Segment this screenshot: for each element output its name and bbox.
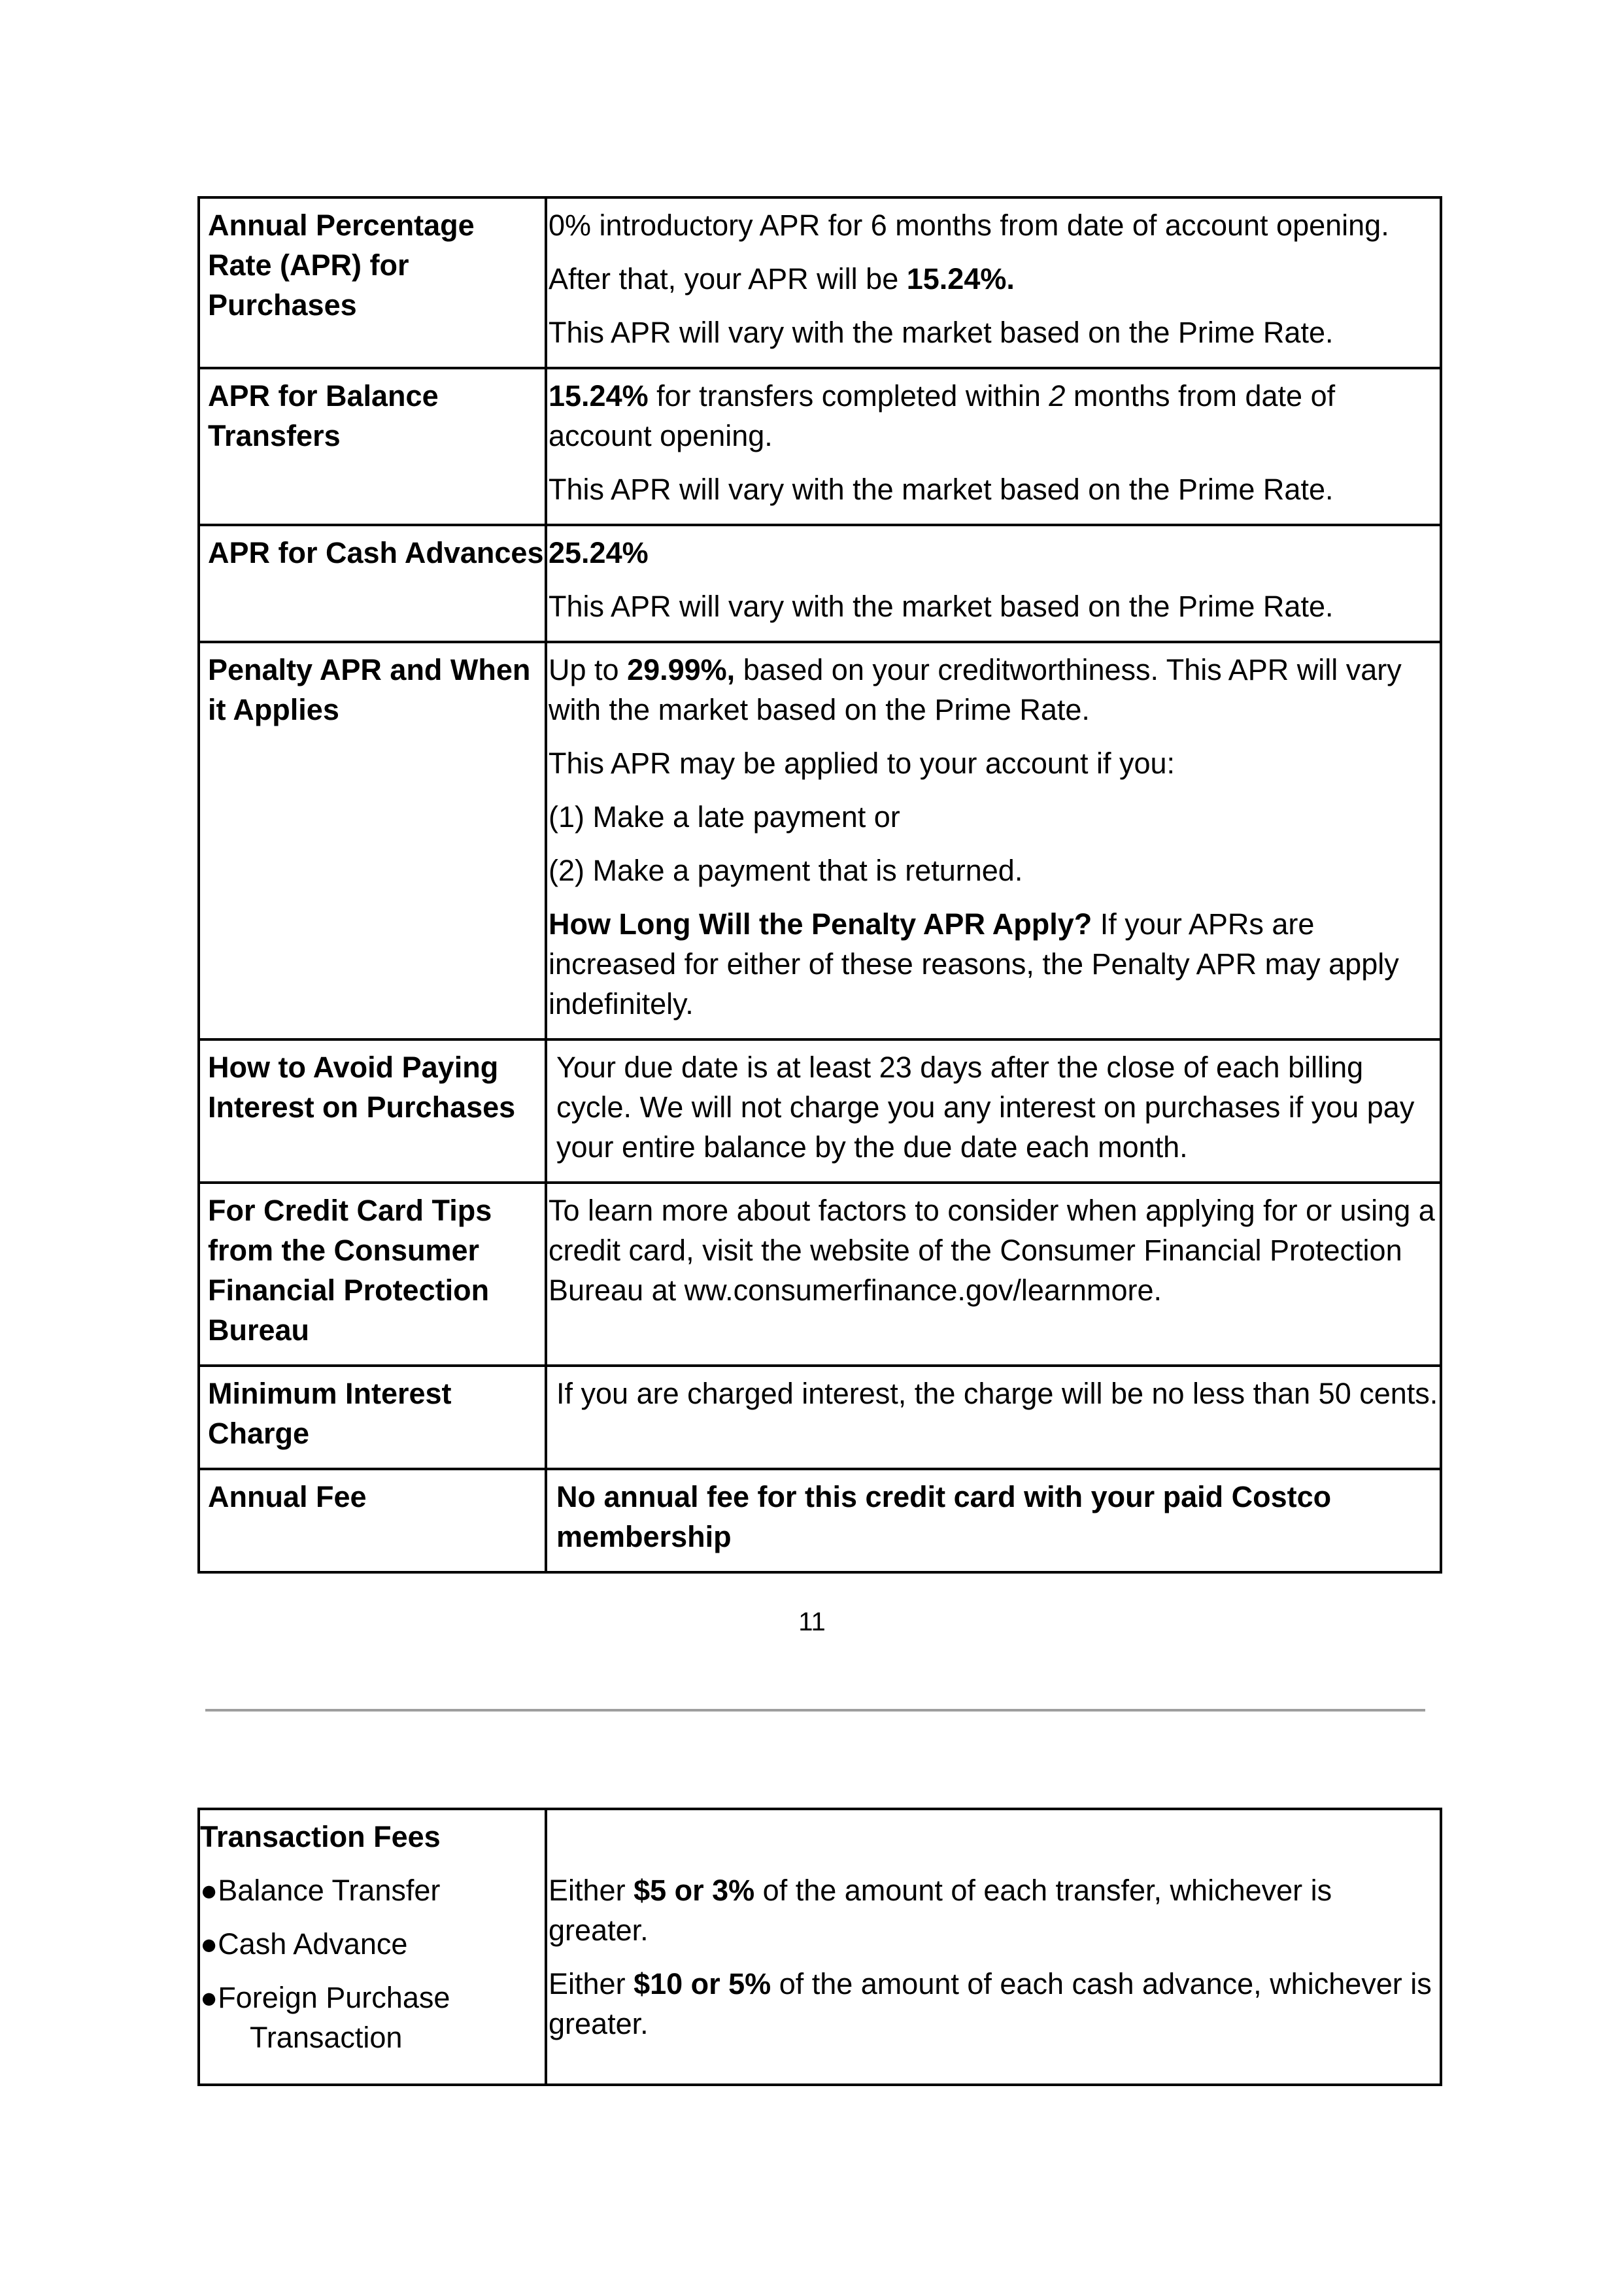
paragraph: [549, 650, 1440, 730]
paragraph: [549, 259, 1440, 299]
bold-fee: $5 or 3%: [634, 1874, 755, 1907]
page-separator: [205, 1709, 1425, 1712]
text: months from date of account opening.: [549, 379, 1336, 452]
text: of the amount of each transfer, whichever is greater.: [549, 1874, 1332, 1947]
table-row: [199, 1183, 1441, 1366]
item-label: Balance Transfer: [218, 1874, 441, 1907]
list-item: [200, 1870, 545, 1910]
row-value: [546, 1809, 1441, 2085]
bold-fee: $10 or 5%: [634, 1967, 771, 2000]
paragraph: [556, 1477, 1440, 1557]
paragraph: [549, 904, 1440, 1024]
row-label: Annual Fee: [199, 1469, 546, 1572]
paragraph: To learn more about factors to consider when applying for or using a credit card, visit the website of the Consumer Financial Protection Bureau at ww.consumerfinance.gov/learnmore.: [549, 1194, 1435, 1307]
bullet-icon: ●: [200, 1981, 218, 2014]
row-label: Annual Percentage Rate (APR) for Purchases: [199, 197, 546, 368]
paragraph: [549, 533, 1440, 573]
section-heading: Transaction Fees: [200, 1820, 441, 1853]
table-row: [199, 1366, 1441, 1469]
page-number: 11: [798, 1608, 826, 1636]
text: If your APRs are increased for either of these reasons, the Penalty APR may apply indefinitely.: [549, 907, 1399, 1020]
bold-rate: 15.24%.: [906, 262, 1015, 295]
row-label: Penalty APR and When it Applies: [199, 642, 546, 1039]
paragraph: [549, 1870, 1440, 1950]
paragraph: This APR will vary with the market based on the Prime Rate.: [549, 590, 1334, 623]
bold-rate: 15.24%: [549, 379, 649, 413]
bold-rate: 29.99%,: [627, 653, 736, 686]
paragraph: [549, 376, 1440, 456]
transaction-fees-table: [197, 1808, 1442, 2086]
paragraph: This APR will vary with the market based on the Prime Rate.: [549, 316, 1334, 349]
table-row: [199, 368, 1441, 525]
row-value: [546, 368, 1441, 525]
text: Up to: [549, 653, 628, 686]
row-label: APR for Balance Transfers: [199, 368, 546, 525]
italic-number: 2: [1049, 379, 1066, 413]
row-label: APR for Cash Advances: [199, 525, 546, 642]
rates-table: [197, 196, 1442, 1574]
paragraph: [549, 1964, 1440, 2044]
table-row: [199, 197, 1441, 368]
list-item: [200, 1924, 545, 1964]
paragraph: This APR may be applied to your account if you:: [549, 747, 1176, 780]
text: based on your creditworthiness. This APR will vary with the market based on the Prime Rate.: [549, 653, 1402, 726]
table-row: [199, 525, 1441, 642]
paragraph: (1) Make a late payment or: [549, 800, 900, 834]
bold-question: How Long Will the Penalty APR Apply?: [549, 907, 1092, 941]
paragraph: 0% introductory APR for 6 months from date of account opening.: [549, 209, 1389, 242]
row-value: [546, 1183, 1441, 1366]
text: for transfers completed within: [648, 379, 1049, 413]
row-label: For Credit Card Tips from the Consumer Financial Protection Bureau: [199, 1183, 546, 1366]
item-label: Cash Advance: [218, 1927, 408, 1961]
paragraph: (2) Make a payment that is returned.: [549, 854, 1023, 887]
row-value: [546, 1469, 1441, 1572]
row-value: [546, 1366, 1441, 1469]
text: Either: [549, 1874, 634, 1907]
table-row: [199, 1809, 1441, 2085]
table-row: [199, 642, 1441, 1039]
item-label-continued: Transaction: [250, 2021, 403, 2054]
paragraph: This APR will vary with the market based on the Prime Rate.: [549, 473, 1334, 506]
table-row: [199, 1469, 1441, 1572]
bold-statement: No annual fee for this credit card with your paid Costco membership: [556, 1480, 1332, 1553]
row-value: [546, 197, 1441, 368]
bullet-icon: ●: [200, 1874, 218, 1907]
item-label: Foreign Purchase: [218, 1981, 450, 2014]
bold-rate: 25.24%: [549, 536, 649, 569]
row-label: How to Avoid Paying Interest on Purchases: [199, 1039, 546, 1183]
row-value: [546, 1039, 1441, 1183]
paragraph: Your due date is at least 23 days after the close of each billing cycle. We will not charge you any interest on purchases if you pay your entire balance by the due date each month.: [556, 1051, 1415, 1164]
text: Either: [549, 1967, 634, 2000]
list-item: [200, 1978, 545, 2057]
table-row: [199, 1039, 1441, 1183]
row-value: [546, 525, 1441, 642]
row-value: [546, 642, 1441, 1039]
row-label: Minimum Interest Charge: [199, 1366, 546, 1469]
text: After that, your APR will be: [549, 262, 907, 295]
paragraph: If you are charged interest, the charge will be no less than 50 cents.: [556, 1377, 1438, 1410]
text: of the amount of each cash advance, whichever is greater.: [549, 1967, 1432, 2040]
bullet-icon: ●: [200, 1927, 218, 1961]
row-label: [199, 1809, 546, 2085]
